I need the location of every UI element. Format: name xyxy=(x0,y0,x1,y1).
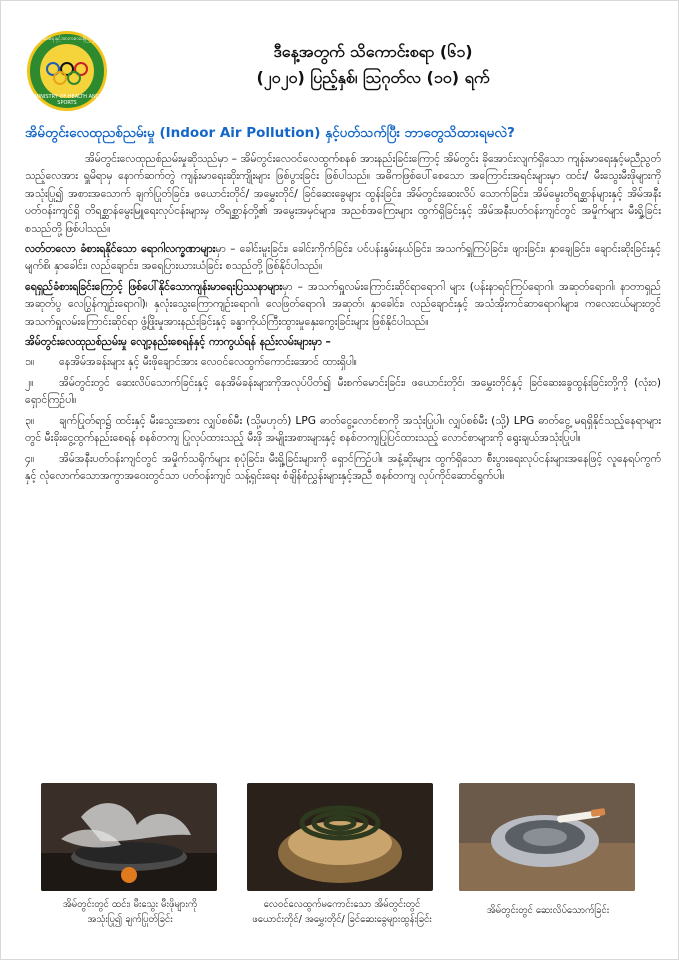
paragraph-definition: အိမ်တွင်းလေထုညစ်ညမ်းမှုဆိုသည်မှာ – အိမ်တွင်းလေဝင်လေထွက်စနစ် အားနည်းခြင်းကြောင့် အိမ်တွင်း ခိုအောင်းလျက်ရှိသော ကျန်းမာရေးနှင့်မညီညွတ်သည့်လေအား ရှူမိရာမှ နောက်ဆက်တွဲ ကျန်းမာရေးဆိုးကျိုးများ ဖြစ်ပွားခြင်း ဖြစ်ပါသည်။ အဓိကဖြစ်ပေါ်စေသော အကြောင်းအရင်းများမှာ ထင်း/ မီးသွေးမီးဖိုများကို အသုံးပြု၍ အစားအသောက် ချက်ပြုတ်ခြင်း၊ ဖယောင်းတိုင်/ အမွှေးတိုင်/ ခြင်ဆေးခွေများ ထွန်းခြင်း၊ အိမ်တွင်းဆေးလိပ် သောက်ခြင်း၊ အိမ်မွေးတိရစ္ဆာန်များနှင့် အိမ်အနီးပတ်ဝန်းကျင်ရှိ တိရစ္ဆာန်မွေးမြူရေးလုပ်ငန်းများမှ တိရစ္ဆာန်တို့၏ အမွေးအမှင်များ၊ အညစ်အကြေးများ ထွက်ရှိခြင်းနှင့် အိမ်အနီးပတ်ဝန်းကျင်တွင် အမှိုက်များ မီးရှို့ခြင်းစသည်တို့ ဖြစ်ပါသည်။ xyxy=(25,153,661,235)
prevention-heading: အိမ်တွင်းလေထုညစ်ညမ်းမှု လျော့နည်းစေရန်နှင့် ကာကွယ်ရန် နည်းလမ်းများမှာ – xyxy=(25,336,331,349)
header xyxy=(1,19,679,106)
long-term-heading: ရေရှည်ခံစားရခြင်းကြောင့် ဖြစ်ပေါ်နိုင်သောကျန်းမာရေးပြဿနာများ xyxy=(25,280,283,293)
step-number: ၃။ xyxy=(25,414,35,427)
logo-emblem xyxy=(40,44,94,98)
list-item xyxy=(25,375,661,410)
paragraph-acute-symptoms xyxy=(25,241,661,276)
caption-cooking: အိမ်တွင်းတွင် ထင်း၊ မီးသွေး မီးဖိုများကို အသုံးပြု၍ ချက်ပြုတ်ခြင်း xyxy=(62,899,198,925)
long-term-text: မှာ – အသက်ရှူလမ်းကြောင်းဆိုင်ရာရောဂါ များ (ပန်းနာရင်ကြပ်ရောဂါ၊ အဆုတ်ရောဂါ၊ နာတာရှည်အဆုတ်ပွ လေပြွန်ကျဉ်းရောဂါ)၊ နှလုံးသွေးကြောကျဉ်းရောဂါ၊ လေဖြတ်ရောဂါ၊ အဆုတ်၊ နှာခေါင်း၊ လည်ချောင်းနှင့် အသံအိုးကင်ဆာရောဂါများ၊ ကလေးငယ်များတွင် အသက်ရှူလမ်းကြောင်းဆိုင်ရာ ဖွံ့ဖြိုးမှုအားနည်းခြင်းနှင့် ခန္ဓာကိုယ်ကြီးထွားမှုနှေးကွေးခြင်းများ ဖြစ်နိုင်ပါသည်။ xyxy=(25,280,661,328)
ministry-logo xyxy=(27,31,107,111)
step-number: ၁။ xyxy=(25,356,35,369)
step-text: နေအိမ်အခန်းများ နှင့် မီးဖိုချောင်အား လေဝင်လေထွက်ကောင်းအောင် ထားရှိပါ။ xyxy=(59,356,357,369)
list-item xyxy=(25,354,661,371)
mosquito-coil-photo xyxy=(247,783,433,891)
logo-top-text: ကျန်းမာရေးနှင့်အားကစားဝန်ကြီးဌာန xyxy=(34,36,100,42)
page-date: (၂၀၂၀) ပြည့်နှစ်၊ ဩဂုတ်လ (၁၀) ရက် xyxy=(256,68,490,87)
ashtray-photo xyxy=(459,783,635,891)
step-text: အိမ်အနီးပတ်ဝန်းကျင်တွင် အမှိုက်သရိုက်များ စုပုံခြင်း၊ မီးရှို့ခြင်းများကို ရှောင်ကြဉ်ပါ။ အနံ့ဆိုးများ ထွက်ရှိသော စီးပွားရေးလုပ်ငန်းများအနေဖြင့် လူနေရပ်ကွက်နှင့် လုံလောက်သောအကွာအဝေးတွင်သာ ပတ်ဝန်းကျင် သန့်ရှင်းရေး စံချိန်စံညွှန်းများနှင့်အညီ စနစ်တကျ လုပ်ကိုင်ဆောင်ရွက်ပါ။ xyxy=(25,452,661,482)
step-number: ၄။ xyxy=(25,452,35,465)
photo-strip xyxy=(1,783,679,953)
caption-coil: လေဝင်လေထွက်မကောင်းသော အိမ်တွင်းတွင် ဖယောင်းတိုင်/ အမွှေးတိုင်/ ခြင်ဆေးခွေများထွန်းခြင်း xyxy=(252,899,432,925)
list-item xyxy=(25,413,661,448)
caption-smoking: အိမ်တွင်းတွင် ဆေးလိပ်သောက်ခြင်း xyxy=(486,905,610,916)
logo-bottom-text: MINISTRY OF HEALTH AND SPORTS xyxy=(34,94,100,106)
step-text: အိမ်တွင်းတွင် ဆေးလိပ်သောက်ခြင်းနှင့် နေအိမ်ခန်းများကိုအလုပ်ပိတ်၍ မီးစက်မောင်းခြင်း၊ ဖယောင်းတိုင်၊ အမွှေးတိုင်နှင့် ခြင်ဆေးခွေထွန်းခြင်းတို့ကို (လုံး၀) ရှောင်ကြဉ်ပါ။ xyxy=(25,376,661,407)
article-heading: အိမ်တွင်းလေထုညစ်ညမ်းမှု (Indoor Air Pollution) နှင့်ပတ်သက်ပြီး ဘာတွေသိထားရမလဲ? xyxy=(25,125,515,141)
article-body xyxy=(25,151,661,488)
step-text: ချက်ပြုတ်ရာ၌ ထင်းနှင့် မီးသွေးအစား လျှပ်စစ်မီး (သို့မဟုတ်) LPG ဓာတ်ငွေ့လောင်စာကို အသုံးပြုပါ။ လျှပ်စစ်မီး (သို့) LPG ဓာတ်ငွေ့ မရရှိနိုင်သည့်နေရာများတွင် မီးခိုးငွေ့ထွက်နည်းစေရန် စနစ်တကျ ပြုလုပ်ထားသည့် မီးဖို အမျိုးအစားများနှင့် စနစ်တကျပြုပြင်ထားသည့် လောင်စာများကို ရွေးချယ်အသုံးပြုပါ။ xyxy=(25,414,661,445)
acute-symptoms-text: မှာ – ခေါင်းမူးခြင်း၊ ခေါင်းကိုက်ခြင်း၊ ပင်ပန်းနွမ်းနယ်ခြင်း၊ အသက်ရှူကြပ်ခြင်း၊ ဖျားခြင်း၊ နှာချေခြင်း၊ ချောင်းဆိုးခြင်းနှင့် မျက်စိ၊ နှာခေါင်း၊ လည်ချောင်း၊ အရေပြားယားယံခြင်း စသည်တို့ ဖြစ်နိုင်ပါသည်။ xyxy=(25,243,662,273)
page-title: ဒီနေ့အတွက် သိကောင်းစရာ (၆၁) xyxy=(273,42,473,61)
paragraph-long-term xyxy=(25,279,661,331)
step-number: ၂။ xyxy=(25,376,34,389)
cooking-smoke-photo xyxy=(41,783,217,891)
list-item xyxy=(25,451,661,486)
acute-symptoms-heading: လတ်တလော ခံစားရနိုင်သော ရောဂါလက္ခဏာများ xyxy=(25,243,216,256)
